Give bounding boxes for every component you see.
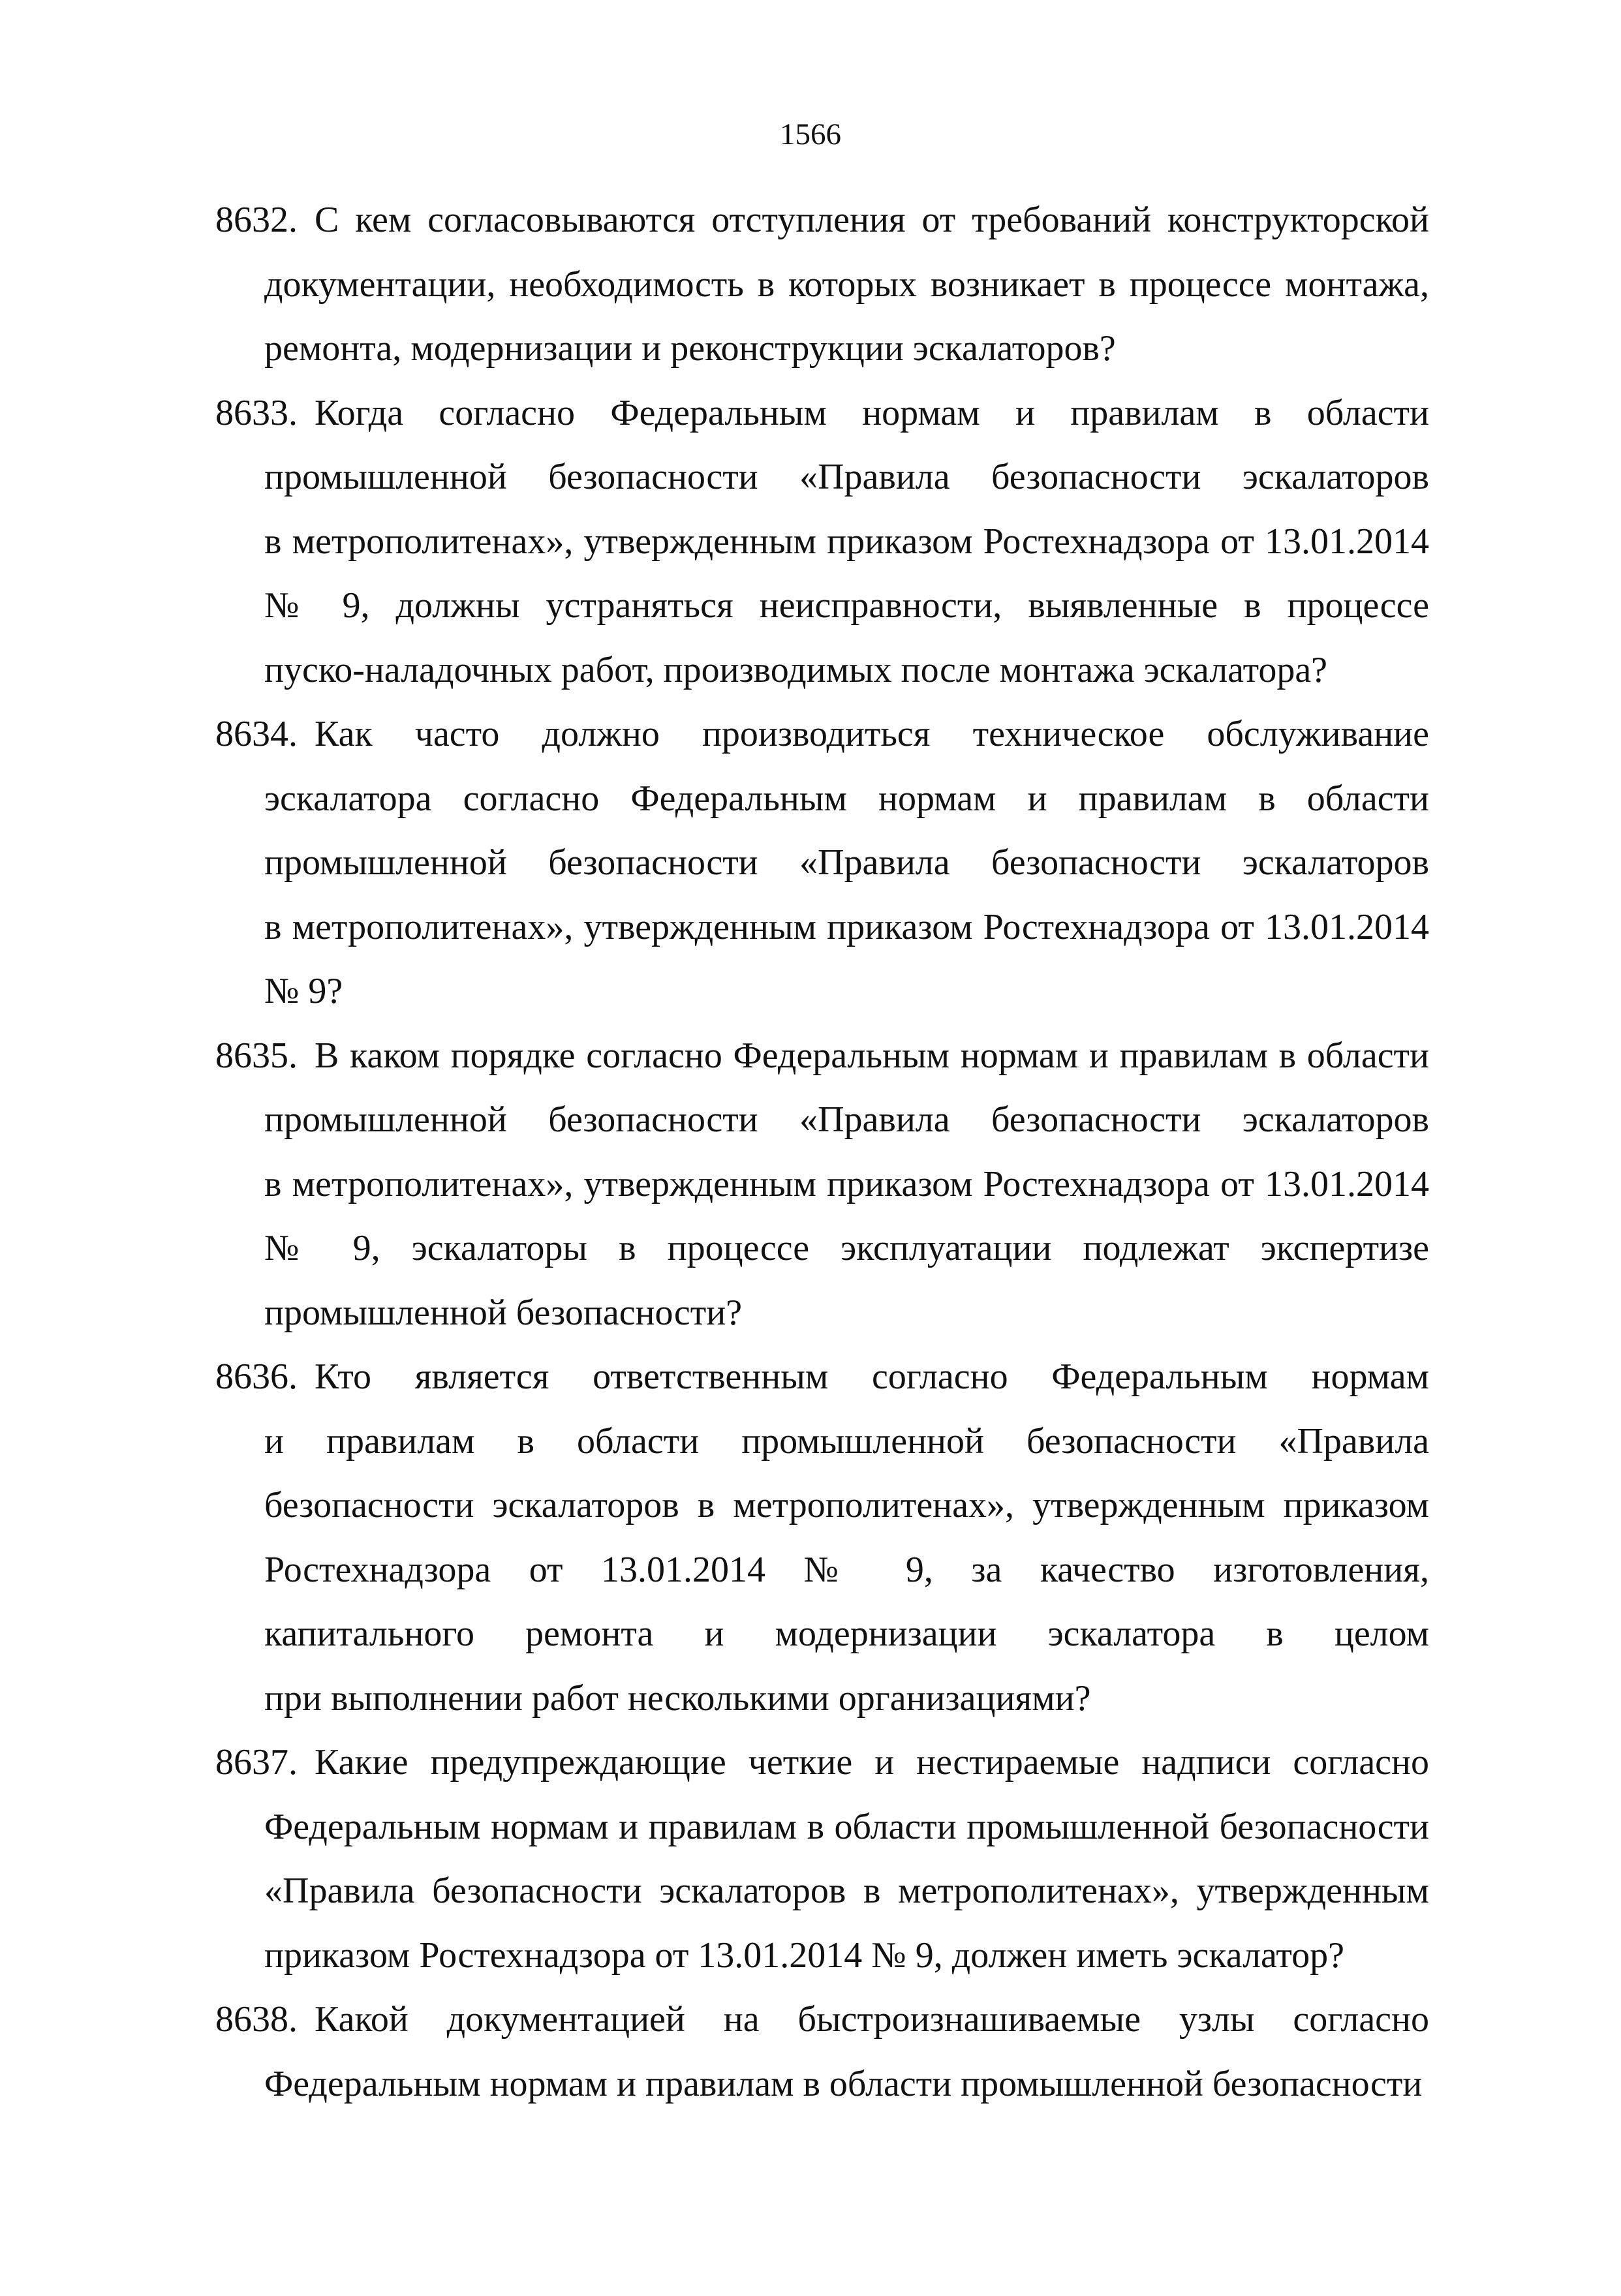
question-text-line: безопасности эскалаторов в метрополитенах», утвержденным приказом (264, 1485, 1429, 1525)
question-number: 8635. (215, 1035, 298, 1076)
question-number: 8636. (215, 1356, 298, 1397)
question-number: 8633. (215, 392, 298, 433)
question-text (264, 381, 1429, 703)
question-text-line: Когда согласно Федеральным нормам и правилам в области (315, 392, 1429, 433)
page-number: 1566 (780, 117, 841, 151)
question-text (264, 1987, 1429, 2116)
question-number: 8634. (215, 714, 298, 754)
question-text-line: промышленной безопасности «Правила безопасности эскалаторов (264, 457, 1429, 497)
question-text-line: № 9? (264, 971, 343, 1011)
question-item (215, 1730, 1429, 1987)
question-text-line: Кто является ответственным согласно Федеральным нормам (315, 1356, 1429, 1397)
question-text-line: при выполнении работ несколькими организациями? (264, 1677, 1091, 1719)
question-text-line: эскалатора согласно Федеральным нормам и правилам в области (264, 778, 1429, 819)
question-text (264, 702, 1429, 1024)
question-text-line: Какой документацией на быстроизнашиваемые узлы согласно (315, 1999, 1429, 2040)
question-text (264, 1345, 1429, 1730)
question-list (215, 188, 1429, 2116)
question-text-line: «Правила безопасности эскалаторов в метрополитенах», утвержденным (264, 1871, 1429, 1911)
question-text-line: Ростехнадзора от 13.01.2014 № 9, за качество изготовления, (264, 1549, 1429, 1590)
question-number: 8638. (215, 1999, 298, 2040)
question-text-line: пуско-наладочных работ, производимых после монтажа эскалатора? (264, 649, 1328, 690)
question-item (215, 702, 1429, 1024)
question-text-line: промышленной безопасности? (264, 1292, 743, 1333)
question-text (264, 188, 1429, 381)
question-text-line: С кем согласовываются отступления от требований конструкторской (315, 200, 1429, 240)
question-text-line: Какие предупреждающие четкие и нестираемые надписи согласно (315, 1742, 1429, 1783)
question-text-line: документации, необходимость в которых возникает в процессе монтажа, (264, 264, 1429, 305)
question-item (215, 381, 1429, 703)
question-text-line: в метрополитенах», утвержденным приказом Ростехнадзора от 13.01.2014 (264, 906, 1429, 947)
question-text (264, 1024, 1429, 1345)
question-item (215, 1987, 1429, 2116)
question-text-line: промышленной безопасности «Правила безопасности эскалаторов (264, 842, 1429, 883)
question-text-line: В каком порядке согласно Федеральным нормам и правилам в области (315, 1035, 1429, 1076)
question-number: 8632. (215, 200, 298, 240)
question-text-line: ремонта, модернизации и реконструкции эскалаторов? (264, 328, 1116, 369)
question-text-line: в метрополитенах», утвержденным приказом Ростехнадзора от 13.01.2014 (264, 1163, 1429, 1204)
question-text-line: № 9, эскалаторы в процессе эксплуатации подлежат экспертизе (264, 1228, 1429, 1268)
question-text-line: в метрополитенах», утвержденным приказом Ростехнадзора от 13.01.2014 (264, 521, 1429, 562)
question-number: 8637. (215, 1742, 298, 1783)
question-text-line: Федеральным нормам и правилам в области промышленной безопасности (264, 1806, 1429, 1847)
question-text-line: и правилам в области промышленной безопасности «Правила (264, 1420, 1429, 1462)
question-text-line: капитального ремонта и модернизации эскалатора в целом (264, 1614, 1429, 1654)
question-text-line: Как часто должно производиться техническое обслуживание (315, 714, 1429, 754)
question-text-line: Федеральным нормам и правилам в области промышленной безопасности (264, 2063, 1423, 2104)
question-item (215, 1024, 1429, 1345)
question-text-line: № 9, должны устраняться неисправности, выявленные в процессе (264, 585, 1429, 626)
question-text-line: промышленной безопасности «Правила безопасности эскалаторов (264, 1099, 1429, 1140)
question-text-line: приказом Ростехнадзора от 13.01.2014 № 9, должен иметь эскалатор? (264, 1935, 1345, 1976)
question-text (264, 1730, 1429, 1987)
question-item (215, 188, 1429, 381)
question-item (215, 1345, 1429, 1730)
